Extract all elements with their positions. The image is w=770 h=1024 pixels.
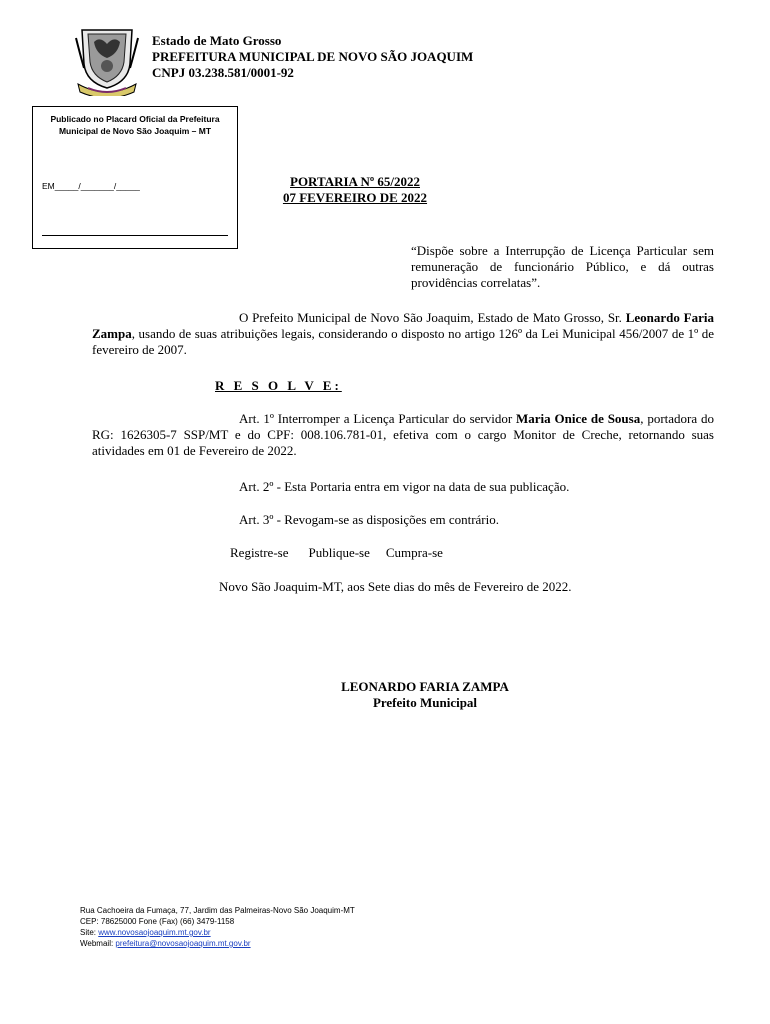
place-and-date: Novo São Joaquim-MT, aos Sete dias do mês de Fevereiro de 2022.: [219, 579, 572, 594]
article-1: [92, 411, 714, 459]
art1-text-cont: , portadora do RG: 1626305-7 SSP/MT e do CPF: 008.106.781-01, efetiva com o cargo Monitor de Creche, retornando suas atividades em 01 de Fevereiro de 2022.: [92, 411, 714, 458]
art1-text: Art. 1º Interromper a Licença Particular do servidor: [239, 411, 517, 426]
intro-paragraph: [92, 310, 714, 358]
cnpj: CNPJ 03.238.581/0001-92: [152, 65, 294, 80]
intro-text-cont: , usando de suas atribuições legais, considerando o disposto no artigo 126º da Lei Municipal 456/2007 de 1º de fevereiro de 2007.: [92, 326, 714, 357]
municipality-name: PREFEITURA MUNICIPAL DE NOVO SÃO JOAQUIM: [152, 49, 474, 64]
cumpra: Cumpra-se: [385, 545, 443, 560]
portaria-number: PORTARIA Nº 65/2022: [290, 174, 420, 189]
state-name: Estado de Mato Grosso: [152, 33, 282, 48]
portaria-heading: [250, 174, 460, 206]
placard-date-line: EM_____/_______/_____: [42, 181, 140, 191]
mayor-name-inline: Leonardo Faria Zampa: [92, 310, 714, 341]
footer-address: Rua Cachoeira da Fumaça, 77, Jardim das Palmeiras-Novo São Joaquim-MT: [80, 906, 355, 915]
article-2: Art. 2º - Esta Portaria entra em vigor na data de sua publicação.: [239, 479, 570, 494]
employee-name: Maria Onice de Sousa: [516, 411, 641, 426]
closing-formula: [230, 545, 443, 561]
placard-signature-line: [42, 235, 228, 236]
article-3: Art. 3º - Revogam-se as disposições em contrário.: [239, 512, 499, 527]
ementa: “Dispõe sobre a Interrupção de Licença Particular sem remuneração de funcionário Público, e dá outras providências correlatas”.: [411, 243, 714, 290]
footer-webmail: Webmail: prefeitura@novosaojoaquim.mt.gov.br: [80, 939, 251, 948]
webmail-link[interactable]: prefeitura@novosaojoaquim.mt.gov.br: [115, 939, 251, 948]
municipal-crest-icon: [74, 24, 140, 96]
intro-text: O Prefeito Municipal de Novo São Joaquim, Estado de Mato Grosso, Sr.: [239, 310, 626, 325]
publique: Publique-se: [308, 545, 370, 560]
site-link[interactable]: www.novosaojoaquim.mt.gov.br: [98, 928, 211, 937]
footer-contact: CEP: 78625000 Fone (Fax) (66) 3479-1158: [80, 917, 235, 926]
signatory-name: LEONARDO FARIA ZAMPA: [341, 679, 509, 694]
portaria-date: 07 FEVEREIRO DE 2022: [282, 190, 428, 205]
registre: Registre-se: [230, 545, 289, 560]
signature-block: [0, 679, 770, 711]
placard-publication-box: [32, 106, 238, 249]
signatory-role: Prefeito Municipal: [372, 695, 478, 710]
document-header: [152, 33, 473, 81]
footer: [80, 905, 355, 949]
footer-site: Site: www.novosaojoaquim.mt.gov.br: [80, 928, 211, 937]
resolve-heading: R E S O L V E:: [215, 378, 342, 393]
placard-title: Publicado no Placard Oficial da Prefeitura Municipal de Novo São Joaquim – MT: [50, 114, 220, 136]
